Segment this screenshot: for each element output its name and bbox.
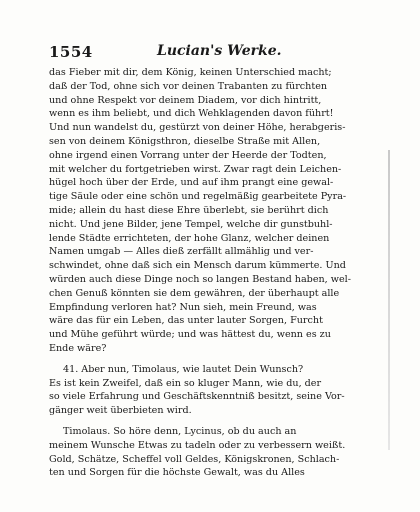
text-line: und Mühe geführt würde; und was hättest du, wenn es zu (49, 329, 331, 341)
text-line: und ohne Respekt vor deinem Diadem, vor dich hintritt, (49, 94, 322, 106)
text-line: hügel hoch über der Erde, und auf ihm prangt eine gewal- (49, 177, 334, 189)
text-line: Und nun wandelst du, gestürzt von deiner Höhe, herabgeris- (49, 122, 346, 134)
text-line: mit welcher du fortgetrieben wirst. Zwar ragt dein Leichen- (49, 163, 342, 175)
text-line: chen Genuß könnten sie dem gewähren, der überhaupt alle (49, 287, 340, 299)
text-line: wäre das für ein Leben, das unter lauter Sorgen, Furcht (49, 315, 323, 327)
text-line: gänger weit überbieten wird. (49, 405, 192, 417)
text-line: Es ist kein Zweifel, daß ein so kluger Mann, wie du, der (49, 377, 322, 389)
text-line: so viele Erfahrung und Geschäftskenntniß besitzt, seine Vor- (49, 391, 345, 403)
paragraph-gap (49, 356, 369, 363)
text-line: ten und Sorgen für die höchste Gewalt, was du Alles (49, 467, 305, 479)
margin-stroke (388, 150, 390, 450)
paragraph-gap (49, 418, 369, 425)
text-line: mide; allein du hast diese Ehre überlebt, sie berührt dich (49, 204, 329, 216)
text-line: ohne irgend einen Vorrang unter der Heerde der Todten, (49, 149, 327, 161)
text-line: schwindet, ohne daß sich ein Mensch darum kümmerte. Und (49, 260, 346, 272)
body-text (49, 66, 369, 480)
text-line: Timolaus. So höre denn, Lycinus, ob du auch an (63, 425, 297, 437)
text-line: Ende wäre? (49, 342, 107, 354)
text-line: nicht. Und jene Bilder, jene Tempel, welche dir gunstbuhl- (49, 218, 333, 230)
text-line: meinem Wunsche Etwas zu tadeln oder zu verbessern weißt. (49, 439, 346, 451)
text-line: wenn es ihm beliebt, und dich Wehklagenden davon führt! (49, 108, 334, 120)
paragraph (49, 425, 369, 480)
text-line: würden auch diese Dinge noch so langen Bestand haben, wel- (49, 273, 351, 285)
text-line: Empfindung verloren hat? Nun sieh, mein Freund, was (49, 301, 317, 313)
text-line: das Fieber mit dir, dem König, keinen Unterschied macht; (49, 67, 332, 78)
page-header (49, 43, 369, 63)
page-number: 1554 (49, 43, 93, 61)
text-line: Gold, Schätze, Scheffel voll Geldes, Königskronen, Schlach- (49, 453, 340, 465)
text-line: 41. Aber nun, Timolaus, wie lautet Dein Wunsch? (63, 363, 304, 375)
text-line: sen von deinem Königsthron, dieselbe Straße mit Allen, (49, 135, 321, 147)
text-line: daß der Tod, ohne sich vor deinen Trabanten zu fürchten (49, 80, 328, 92)
running-head: Lucian's Werke. (157, 43, 282, 59)
text-line: Namen umgab — Alles dieß zerfällt allmählig und ver- (49, 246, 314, 258)
text-line: lende Städte errichteten, der hohe Glanz, welcher deinen (49, 232, 330, 244)
text-line: tige Säule oder eine schön und regelmäßig gearbeitete Pyra- (49, 191, 347, 203)
paragraph (49, 66, 369, 356)
paragraph (49, 363, 369, 418)
